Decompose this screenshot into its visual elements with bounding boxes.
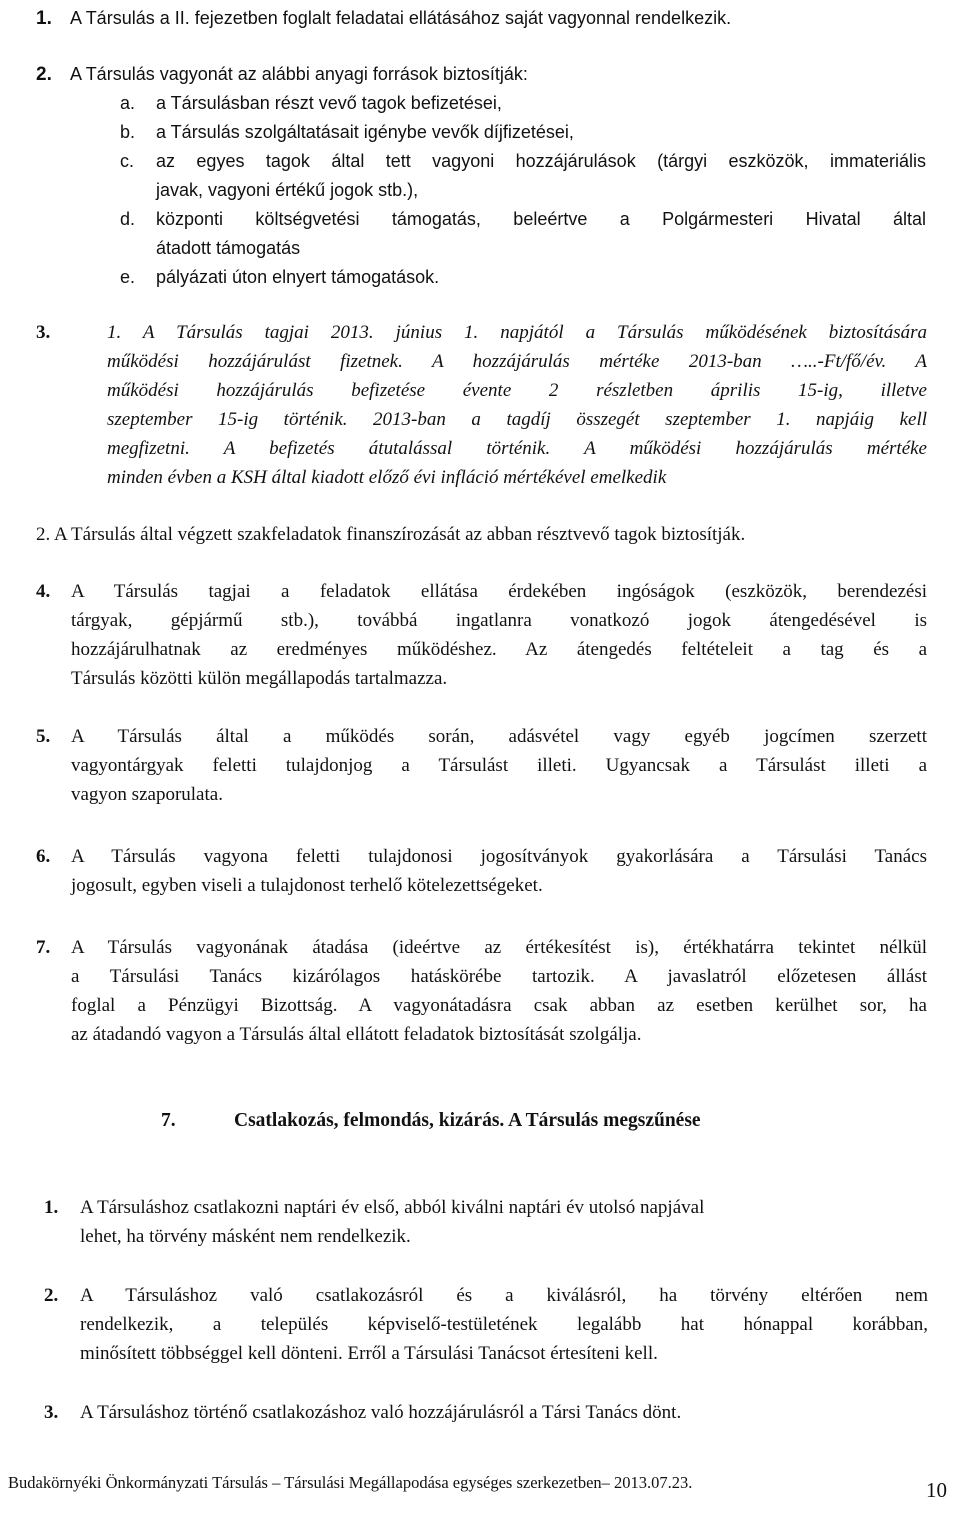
paragraph-7-line3: foglal a Pénzügyi Bizottság. A vagyonátadásra csak abban az esetben kerülhet sor, ha: [71, 995, 927, 1016]
section-2-number: 2.: [36, 64, 52, 85]
paragraph-5-line3: vagyon szaporulata.: [71, 784, 223, 805]
chapter-item-1-line1: A Társuláshoz csatlakozni naptári év első, abból kiválni naptári év utolsó napjával: [80, 1197, 705, 1218]
list-item-d-line1: központi költségvetési támogatás, beleértve a Polgármesteri Hivatal által: [156, 209, 926, 229]
list-letter-a: a.: [120, 93, 136, 113]
chapter-title: Csatlakozás, felmondás, kizárás. A Társulás megszűnése: [234, 1110, 701, 1131]
chapter-item-1-line2: lehet, ha törvény másként nem rendelkezik.: [80, 1226, 411, 1247]
paragraph-2: 2. A Társulás által végzett szakfeladatok finanszírozását az abban résztvevő tagok biztosítják.: [36, 524, 746, 545]
section-3-line6: minden évben a KSH által kiadott előző évi infláció mértékével emelkedik: [107, 467, 667, 488]
section-3-number: 3.: [36, 322, 51, 343]
section-3-line4: szeptember 15-ig történik. 2013-ban a tagdíj összegét szeptember 1. napjáig kell: [107, 409, 927, 430]
paragraph-6-line1: A Társulás vagyona feletti tulajdonosi jogosítványok gyakorlására a Társulási Tanács: [71, 846, 927, 867]
chapter-item-2-number: 2.: [44, 1285, 59, 1306]
section-3-line5: megfizetni. A befizetés átutalással történik. A működési hozzájárulás mértéke: [107, 438, 927, 459]
paragraph-6-line2: jogosult, egyben viseli a tulajdonost terhelő kötelezettségeket.: [71, 875, 543, 896]
list-item-c-line2: javak, vagyoni értékű jogok stb.),: [156, 180, 419, 200]
section-3-line1: 1. A Társulás tagjai 2013. június 1. napjától a Társulás működésének biztosítására: [107, 322, 927, 343]
paragraph-7-line2: a Társulási Tanács kizárólagos hatáskörébe tartozik. A javaslatról előzetesen állást: [71, 966, 927, 987]
list-item-d-line2: átadott támogatás: [156, 238, 301, 258]
page-footer: Budakörnyéki Önkormányzati Társulás – Társulási Megállapodása egységes szerkezetben– 2013.07.23.: [8, 1473, 693, 1492]
paragraph-6-number: 6.: [36, 846, 51, 867]
chapter-item-3-number: 3.: [44, 1402, 59, 1423]
list-item-b: a Társulás szolgáltatásait igénybe vevők díjfizetései,: [156, 122, 574, 142]
paragraph-7-line1: A Társulás vagyonának átadása (ideértve az értékesítést is), értékhatárra tekintet nélkül: [71, 937, 927, 958]
paragraph-4-line4: Társulás közötti külön megállapodás tartalmazza.: [71, 668, 448, 689]
paragraph-5-number: 5.: [36, 726, 51, 747]
list-item-c-line1: az egyes tagok által tett vagyoni hozzájárulások (tárgyi eszközök, immateriális: [156, 151, 926, 171]
section-3-line3: működési hozzájárulás befizetése évente 2 részletben április 15-ig, illetve: [107, 380, 927, 401]
list-letter-d: d.: [120, 209, 136, 229]
page-number: 10: [926, 1478, 947, 1502]
section-1-number: 1.: [36, 8, 52, 29]
list-item-a: a Társulásban részt vevő tagok befizetései,: [156, 93, 502, 113]
chapter-number: 7.: [161, 1110, 176, 1131]
paragraph-7-line4: az átadandó vagyon a Társulás által ellátott feladatok biztosítását szolgálja.: [71, 1024, 642, 1045]
list-letter-e: e.: [120, 267, 136, 287]
paragraph-5-line1: A Társulás által a működés során, adásvétel vagy egyéb jogcímen szerzett: [71, 726, 927, 747]
chapter-item-2-line2: rendelkezik, a település képviselő-testületének legalább hat hónappal korábban,: [80, 1314, 928, 1335]
chapter-item-2-line1: A Társuláshoz való csatlakozásról és a kiválásról, ha törvény eltérően nem: [80, 1285, 928, 1306]
paragraph-4-line2: tárgyak, gépjármű stb.), továbbá ingatlanra vonatkozó jogok átengedésével is: [71, 610, 927, 631]
chapter-item-3-line1: A Társuláshoz történő csatlakozáshoz való hozzájárulásról a Társi Tanács dönt.: [80, 1402, 682, 1423]
paragraph-7-number: 7.: [36, 937, 51, 958]
list-item-e: pályázati úton elnyert támogatások.: [156, 267, 440, 287]
chapter-item-2-line3: minősített többséggel kell dönteni. Erről a Társulási Tanácsot értesíteni kell.: [80, 1343, 658, 1364]
paragraph-4-line3: hozzájárulhatnak az eredményes működéshez. Az átengedés feltételeit a tag és a: [71, 639, 927, 660]
list-letter-c: c.: [120, 151, 135, 171]
section-2-text: A Társulás vagyonát az alábbi anyagi források biztosítják:: [70, 64, 528, 84]
section-1-text: A Társulás a II. fejezetben foglalt feladatai ellátásához saját vagyonnal rendelkezik.: [70, 8, 732, 28]
paragraph-4-number: 4.: [36, 581, 51, 602]
list-letter-b: b.: [120, 122, 136, 142]
paragraph-4-line1: A Társulás tagjai a feladatok ellátása érdekében ingóságok (eszközök, berendezési: [71, 581, 927, 602]
section-3-line2: működési hozzájárulást fizetnek. A hozzájárulás mértéke 2013-ban …..-Ft/fő/év. A: [107, 351, 927, 372]
paragraph-5-line2: vagyontárgyak feletti tulajdonjog a Társulást illeti. Ugyancsak a Társulást illeti a: [71, 755, 927, 776]
chapter-item-1-number: 1.: [44, 1197, 59, 1218]
